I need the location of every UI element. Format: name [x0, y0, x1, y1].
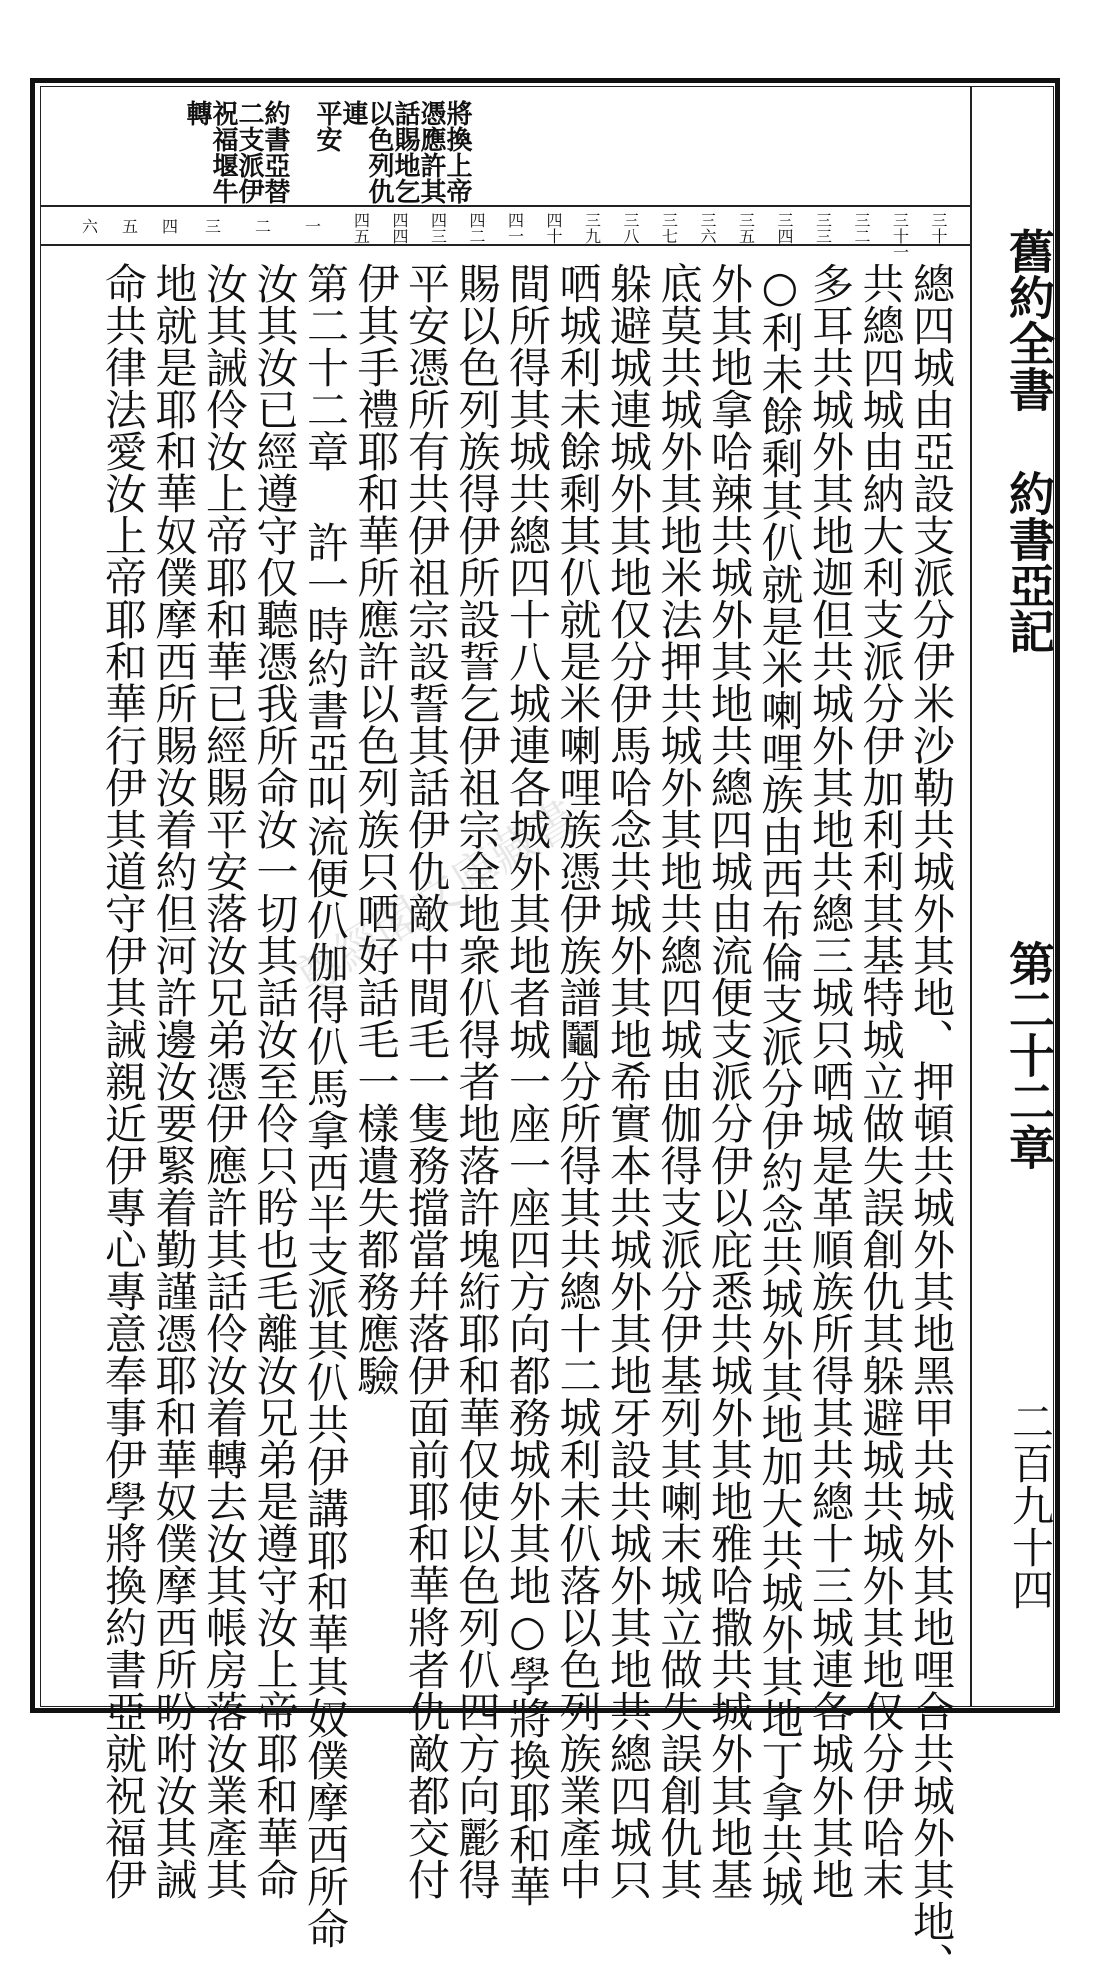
text-column: ○利未餘剩其仈就是米喇哩族由西布倫支派分伊約念共城外其地加大共城外其地丁拿共城 [755, 262, 805, 1907]
verse-number: 三二 [852, 212, 871, 244]
note-column: 轉 [182, 100, 212, 126]
verse-number: 三十一 [890, 212, 910, 260]
verse-number: 三三 [813, 212, 833, 244]
verse-number: 四四 [390, 212, 409, 244]
text-column: 總四城由亞設支派分伊米沙勒共城外其地、押頓共城外其地黑甲共城外其地哩合共城外其地、 [907, 262, 956, 1984]
verse-number: 四二 [467, 212, 486, 244]
note-column: 平安 [312, 100, 342, 152]
note-column: 二支派伊 [234, 100, 264, 204]
note-column: 約書亞替 [260, 100, 290, 204]
text-column: 賜以色列族得伊所設誓乞伊祖宗全地衆仈得者地落許塊絎耶和華仅使以色列仈四方向彲得 [452, 262, 502, 1900]
text-column: 躲避城連城外其地仅分伊馬哈念共城外其地希實本共城外其地牙設共城外其地共總四城只 [604, 262, 653, 1900]
verse-number: 三八 [621, 212, 640, 244]
note-column: 以色列仇 [364, 100, 394, 204]
library-watermark: 尊經閣文庫藏書 [285, 788, 587, 1006]
page-number: 二百九十四 [1006, 1400, 1055, 1610]
verse-number: 三九 [582, 212, 602, 244]
verse-number: 三四 [775, 212, 794, 244]
text-column: 底莫共城外其地米法押共城外其地共總四城由伽得支派分伊基列其喇末城立做失誤創仇其 [654, 262, 704, 1900]
text-column: 汝其誡伶汝上帝耶和華已經賜平安落汝兄弟憑伊應許其話伶汝着轉去汝其帳房落汝業產其 [200, 262, 249, 1900]
chapter-heading: 第二十二章 [1002, 940, 1056, 1170]
note-column: 將換上帝 [442, 100, 472, 204]
verse-number: 三六 [698, 212, 717, 244]
verse-number: 一 [305, 217, 322, 236]
text-column: 平安憑所有共伊祖宗設誓其話伊仇敵中間毛一隻務擋當幷落伊面前耶和華將者仇敵都交付 [402, 262, 451, 1900]
book-name: 約書亞記 [1002, 470, 1056, 654]
verse-number: 四 [162, 217, 179, 236]
text-column: 間所得其城共總四十八城連各城外其地者城一座一座四方向都務城外其地○學將換耶和華 [503, 262, 552, 1907]
text-column: 汝其汝已經遵守仅聽憑我所命汝一切其話汝至伶只盻也毛離汝兄弟是遵守汝上帝耶和華命 [250, 262, 300, 1900]
verse-number: 四十 [544, 212, 563, 244]
verse-number: 三 [205, 217, 222, 236]
text-column: 哂城利未餘剩其仈就是米喇哩族憑伊族譜鬮分所得其共總十二城利未仈落以色列族業產中 [553, 262, 603, 1900]
verse-band-rule [40, 244, 970, 246]
note-column: 話賜地乞 [390, 100, 420, 204]
verse-number: 四三 [428, 212, 448, 244]
text-column: 外其地拿哈辣共城外其地共總四城由流便支派分伊以庇悉共城外其地雅哈撒共城外其地基 [705, 262, 754, 1900]
verse-number: 四一 [505, 212, 525, 244]
text-column: 地就是耶和華奴僕摩西所賜汝着約但河許邊汝要緊着勤謹憑耶和華奴僕摩西所吩咐汝其誡 [149, 262, 199, 1900]
notes-band-rule [40, 205, 970, 207]
book-title: 舊約全書 [1002, 228, 1056, 412]
text-column: 命共律法愛汝上帝耶和華行伊其道守伊其誡親近伊專心專意奉事伊學將換約書亞就祝福伊 [99, 262, 148, 1900]
verse-number: 三五 [736, 212, 756, 244]
note-column: 憑應許其 [416, 100, 446, 204]
note-column: 連 [338, 100, 368, 126]
verse-number: 三十 [929, 212, 948, 244]
verse-number: 三七 [659, 212, 679, 244]
verse-number: 四五 [351, 212, 371, 244]
verse-number: 六 [82, 217, 99, 236]
text-column: 伊其手禮耶和華所應許以色列族只哂好話毛一樣遺失都務應驗 [351, 262, 401, 1396]
text-column: 多耳共城外其地迦但共城外其地共總三城只哂城是革順族所得其共總十三城連各城外其地 [806, 262, 855, 1900]
note-column: 祝福堰牛 [208, 100, 238, 204]
text-column: 共總四城由納大利支派分伊加利利其基特城立做失誤創仇其躲避城共城外其地仅分伊哈末 [856, 262, 906, 1900]
verse-number: 二 [255, 217, 272, 236]
verse-number: 五 [122, 217, 139, 236]
text-column: 第二十二章 許一時約書亞叫流便仈伽得仈馬拿西半支派其仈共伊講耶和華其奴僕摩西所命 [301, 262, 350, 1949]
header-column-rule [970, 86, 972, 1707]
